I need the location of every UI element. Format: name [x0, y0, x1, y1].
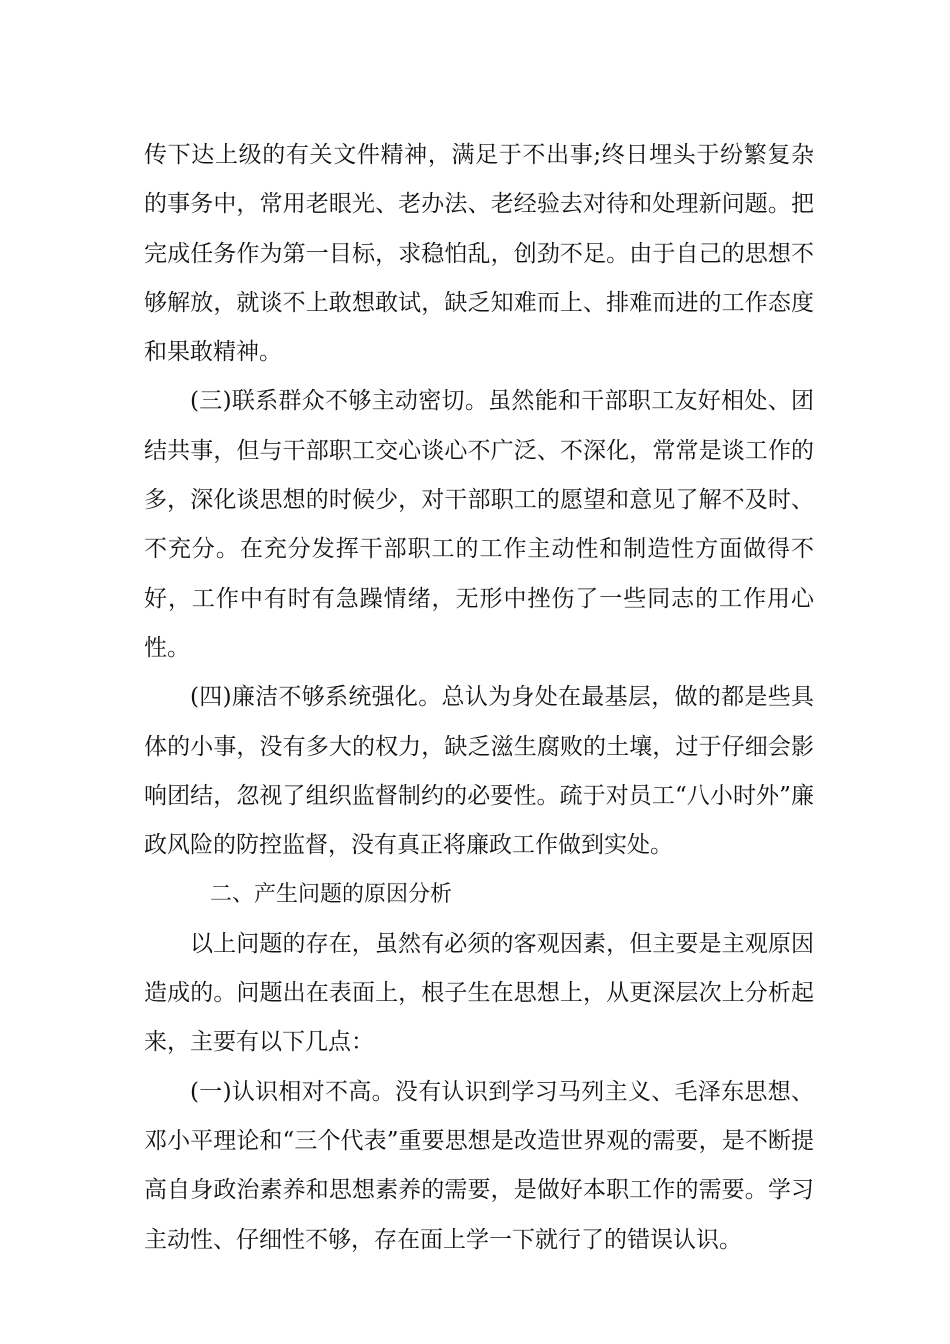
document-body — [144, 131, 814, 1265]
paragraph-analysis-intro: 以上问题的存在，虽然有必须的客观因素，但主要是主观原因造成的。问题出在表面上，根子生在思想上，从更深层次上分析起来，主要有以下几点： — [144, 930, 814, 1056]
paragraph-continuation: 传下达上级的有关文件精神，满足于不出事;终日埋头于纷繁复杂的事务中，常用老眼光、老办法、老经验去对待和处理新问题。把完成任务作为第一目标，求稳怕乱，创劲不足。由于自己的思想不够解放，就谈不上敢想敢试，缺乏知难而上、排难而进的工作态度和果敢精神。 — [144, 142, 814, 366]
paragraph-four: (四)廉洁不够系统强化。总认为身处在最基层，做的都是些具体的小事，没有多大的权力，缺乏滋生腐败的土壤，过于仔细会影响团结，忽视了组织监督制约的必要性。疏于对员工“八小时外”廉政风险的防控监督，没有真正将廉政工作做到实处。 — [144, 684, 814, 859]
section-heading: 二、产生问题的原因分析 — [210, 882, 453, 908]
paragraph-three: (三)联系群众不够主动密切。虽然能和干部职工友好相处、团结共事，但与干部职工交心谈心不广泛、不深化，常常是谈工作的多，深化谈思想的时候少，对干部职工的愿望和意见了解不及时、不充分。在充分发挥干部职工的工作主动性和制造性方面做得不好，工作中有时有急躁情绪，无形中挫伤了一些同志的工作用心性。 — [144, 388, 814, 661]
paragraph-one: (一)认识相对不高。没有认识到学习马列主义、毛泽东思想、邓小平理论和“三个代表”重要思想是改造世界观的需要，是不断提高自身政治素养和思想素养的需要，是做好本职工作的需要。学习主动性、仔细性不够，存在面上学一下就行了的错误认识。 — [144, 1078, 814, 1253]
